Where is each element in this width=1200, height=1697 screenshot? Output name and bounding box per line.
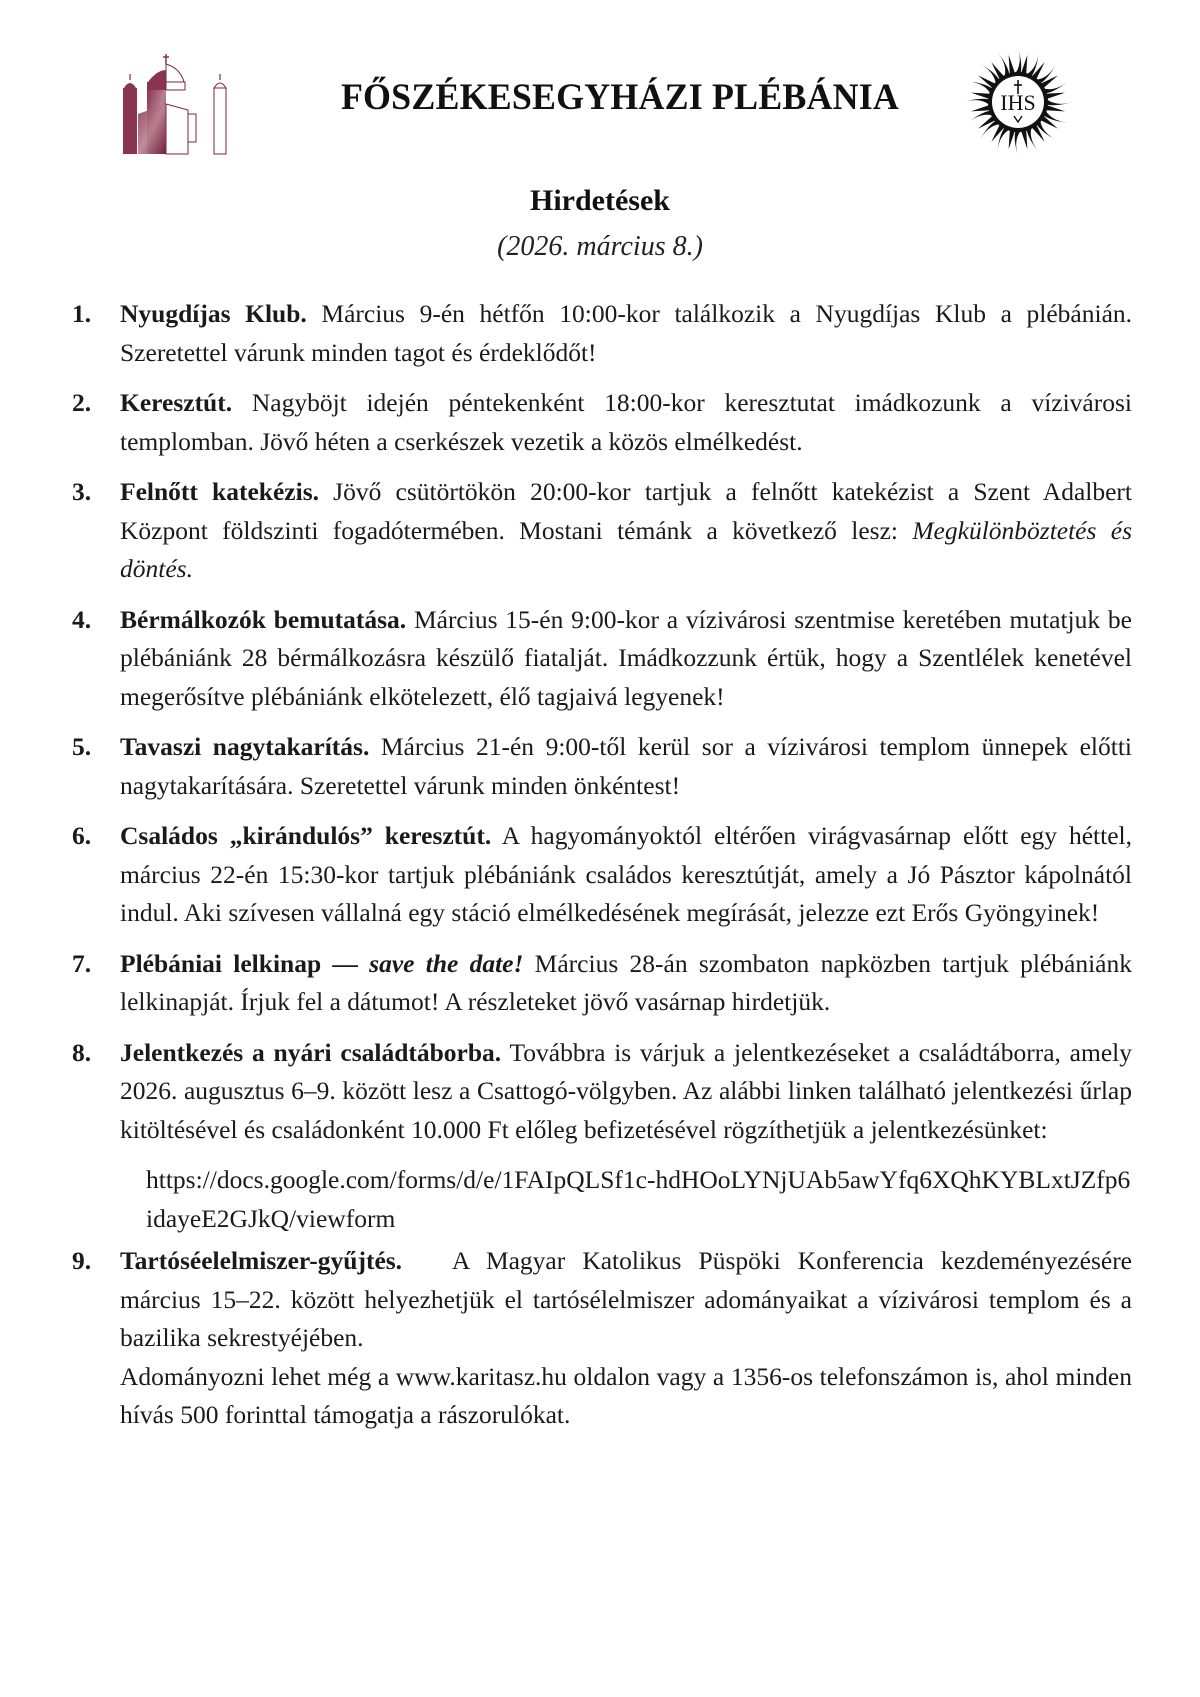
sun-ray: [1009, 130, 1015, 149]
item-heading: Plébániai lelkinap —: [120, 948, 370, 978]
sun-ray: [971, 105, 990, 111]
announcement-item: [72, 295, 1132, 372]
sun-ray: [1021, 55, 1027, 74]
document-title: Hirdetések: [530, 184, 670, 217]
item-heading: Tartóséelelmiszer-gyűjtés.: [120, 1246, 403, 1275]
item-heading: Tavaszi nagytakarítás.: [120, 732, 370, 761]
item-text: Március 15-én 9:00-kor a vízivárosi szentmise keretében mutatjuk be plébániánk 28 bérmálkozásra készülő fiatalját. Imádkozzunk értük, hogy a Szentlélek kenetével megerősítve plébániánk elkötelezett, élő tagjaivá legyenek!: [120, 604, 1132, 711]
item-text: Március 28-án szombaton napközben tartjuk plébániánk lelkinapját. Írjuk fel a dátumot! A részleteket jövő vasárnap hirdetjük.: [120, 948, 1132, 1016]
sun-ray: [971, 93, 990, 99]
sun-ray: [1015, 131, 1021, 156]
item-text: Jövő csütörtökön 20:00-kor tartjuk a felnőtt katekézist a Szent Adalbert Központ földszinti fogadótermében. Mostani témánk a következő lesz:: [120, 477, 1132, 545]
item-text: Továbbra is várjuk a jelentkezéseket a családtáborra, amely 2026. augusztus 6–9. között lesz a Csattogó-völgyben. Az alábbi linken található jelentkezési űrlap kitöltésével és családonként 10.000 Ft előleg befizetésével rögzíthetjük a jelentkezésünket:: [120, 1037, 1132, 1144]
announcement-item: [72, 473, 1132, 589]
item-text: Nagyböjt idején péntekenként 18:00-kor keresztutat imádkozunk a vízivárosi templomban. Jövő héten a cserkészek vezetik a közös elmélkedést.: [120, 388, 1132, 456]
save-the-date-note: save the date!: [369, 948, 524, 978]
sun-ray: [1046, 105, 1065, 111]
sun-ray: [1021, 130, 1027, 149]
announcement-item: [72, 1242, 1139, 1435]
sun-ray: [1009, 55, 1015, 74]
item-number: 2.: [72, 388, 92, 417]
item-text: Március 9-én hétfőn 10:00-kor találkozik a Nyugdíjas Klub a plébánián. Szeretettel várunk minden tagot és érdeklődőt!: [120, 299, 1133, 367]
registration-form-link-text[interactable]: https://docs.google.com/forms/d/e/1FAIpQLSf1c-hdHOoLYNjUAb5awYfq6XQhKYBLxtJZfp6idayeE2GJkQ/viewform: [146, 1165, 1131, 1233]
announcement-item: [72, 728, 1132, 805]
announcement-item: [72, 945, 1132, 1022]
item-number: 3.: [72, 477, 92, 506]
svg-text:IHS: IHS: [1000, 90, 1036, 115]
organization-title: FŐSZÉKESEGYHÁZI PLÉBÁNIA: [340, 77, 900, 118]
church-building-logo-icon: [118, 52, 250, 158]
sun-ray: [964, 99, 989, 105]
item-heading: Nyugdíjas Klub.: [120, 299, 307, 328]
item-heading: Felnőtt katekézis.: [120, 477, 320, 506]
sun-ray: [1037, 64, 1057, 84]
item-number: 5.: [72, 732, 92, 761]
sun-ray: [1047, 99, 1072, 105]
item-number: 9.: [72, 1246, 92, 1275]
document-date: (2026. március 8.): [497, 231, 703, 262]
announcement-list: [72, 295, 1139, 1447]
item-number: 8.: [72, 1037, 92, 1067]
registration-form-link[interactable]: [120, 1161, 1132, 1238]
sun-ray: [1015, 48, 1021, 73]
announcement-item: [72, 1034, 1132, 1239]
announcement-item: [72, 817, 1132, 933]
item-heading: Bérmálkozók bemutatása.: [120, 604, 407, 634]
item-number: 4.: [72, 604, 92, 634]
sun-ray: [980, 64, 1000, 84]
item-heading: Jelentkezés a nyári családtáborba.: [120, 1037, 502, 1067]
item-text: Március 21-én 9:00-től kerül sor a vízivárosi templom ünnepek előtti nagytakarítására. Szeretettel várunk minden önkéntest!: [120, 732, 1133, 800]
sun-ray: [1046, 93, 1065, 99]
item-number: 6.: [72, 821, 92, 850]
sun-ray: [1037, 121, 1057, 141]
item-heading: Családos „kirándulós” keresztút.: [120, 821, 492, 850]
sun-ray: [980, 121, 1000, 141]
item-heading: Keresztút.: [120, 388, 233, 417]
item-text-donation: Adományozni lehet még a www.karitasz.hu oldalon vagy a 1356-os telefonszámon is, ahol minden hívás 500 forinttal támogatja a rászorulókat.: [120, 1361, 1132, 1429]
item-text: A Magyar Katolikus Püspöki Konferencia kezdeményezésére március 15–22. között helyezhetjük el tartósélelmiszer adományaikat a vízivárosi templom és a bazilika sekrestyéjében.: [120, 1246, 1139, 1352]
item-text: A hagyományoktól eltérően virágvasárnap előtt egy héttel, március 22-én 15:30-kor tartjuk plébániánk családos keresztútját, amely a Jó Pásztor kápolnától indul. Aki szívesen vállalná egy stáció elmélkedésének megírását, jelezze ezt Erős Gyöngyinek!: [120, 821, 1132, 927]
page-header: [0, 0, 1200, 175]
topic-title: Megkülönböztetés és döntés.: [120, 515, 1132, 583]
announcement-item: [72, 601, 1132, 717]
item-number: 1.: [72, 299, 92, 328]
item-number: 7.: [72, 948, 92, 978]
ihs-sunburst-emblem-icon: [962, 46, 1074, 158]
announcement-item: [72, 384, 1132, 461]
